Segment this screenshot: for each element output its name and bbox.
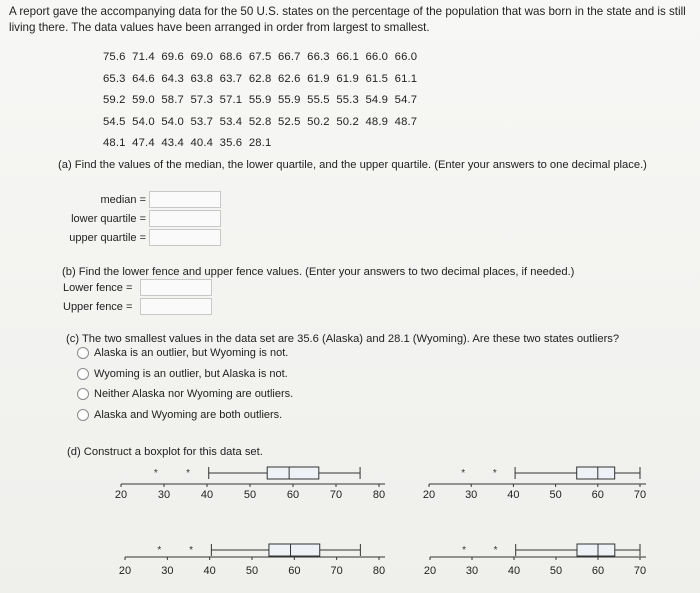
data-row: 59.2 59.0 58.7 57.3 57.1 55.9 55.9 55.5 55.3 54.9 54.7 — [103, 94, 418, 106]
tick-label: 40 — [200, 489, 214, 501]
radio-button[interactable] — [77, 409, 89, 421]
option-label: Alaska is an outlier, but Wyoming is not. — [94, 347, 289, 359]
tick-label: 60 — [591, 565, 605, 577]
lower-quartile-input[interactable] — [149, 210, 221, 227]
boxplot-option — [424, 544, 646, 577]
tick-label: 70 — [633, 489, 647, 501]
part-b-prompt: (b) Find the lower fence and upper fence values. (Enter your answers to two decimal places, if needed.) — [62, 266, 575, 278]
data-row: 65.3 64.6 64.3 63.8 63.7 62.8 62.6 61.9 61.9 61.5 61.1 — [103, 72, 418, 85]
tick-label: 50 — [243, 489, 257, 501]
box — [269, 544, 320, 556]
outlier-marker: * — [153, 468, 158, 479]
tick-label: 20 — [118, 565, 132, 577]
tick-label: 50 — [549, 489, 562, 501]
part-d-prompt: (d) Construct a boxplot for this data set. — [67, 446, 263, 458]
option-neither-outlier[interactable] — [77, 388, 293, 400]
boxplot-option — [115, 467, 385, 501]
tick-label: 30 — [157, 489, 171, 501]
intro-text: A report gave the accompanying data for the 50 U.S. states on the percentage of the population that was born in the state and is still living there. The data values have been arranged in order from largest to smallest. — [9, 5, 686, 34]
outlier-marker: * — [157, 545, 162, 556]
data-row: 75.6 71.4 69.6 69.0 68.6 67.5 66.7 66.3 66.1 66.0 66.0 — [103, 51, 418, 63]
tick-label: 30 — [161, 565, 174, 577]
tick-label: 80 — [372, 489, 386, 501]
tick-label: 50 — [549, 565, 563, 577]
tick-label: 60 — [591, 489, 604, 501]
outlier-marker: * — [462, 545, 466, 556]
box — [267, 467, 319, 479]
tick-label: 20 — [423, 565, 437, 577]
tick-label: 80 — [372, 565, 386, 577]
tick-label: 30 — [465, 489, 478, 501]
box — [577, 544, 615, 556]
radio-button[interactable] — [77, 368, 89, 380]
lower-quartile-label: lower quartile = — [71, 212, 146, 225]
tick-label: 30 — [465, 565, 479, 577]
radio-button[interactable] — [77, 347, 89, 359]
boxplot-option — [423, 467, 646, 501]
tick-label: 40 — [203, 565, 216, 577]
option-both-outliers[interactable] — [77, 409, 282, 421]
data-row: 54.5 54.0 54.0 53.7 53.4 52.8 52.5 50.2 50.2 48.9 48.7 — [103, 115, 418, 128]
outlier-marker: * — [189, 545, 193, 556]
upper-quartile-input[interactable] — [149, 229, 221, 246]
radio-button[interactable] — [77, 388, 89, 400]
data-table — [103, 47, 417, 155]
tick-label: 20 — [114, 489, 128, 501]
tick-label: 40 — [507, 489, 520, 501]
tick-label: 50 — [245, 565, 259, 577]
tick-label: 70 — [633, 565, 647, 577]
tick-label: 70 — [329, 489, 343, 501]
outlier-marker: * — [461, 468, 466, 479]
tick-label: 70 — [330, 565, 343, 577]
option-alaska-outlier[interactable] — [77, 347, 288, 359]
tick-label: 60 — [288, 565, 301, 577]
option-label: Wyoming is an outlier, but Alaska is not. — [94, 368, 288, 380]
upper-quartile-label: upper quartile = — [69, 231, 146, 244]
option-label: Neither Alaska nor Wyoming are outliers. — [94, 388, 294, 400]
part-a-prompt: (a) Find the values of the median, the lower quartile, and the upper quartile. (Enter your answers to one decimal place.) — [58, 159, 647, 171]
median-label: median = — [100, 193, 146, 206]
tick-label: 40 — [507, 565, 521, 577]
upper-fence-label: Upper fence = — [63, 300, 133, 313]
tick-label: 60 — [286, 489, 300, 501]
tick-label: 20 — [422, 489, 436, 501]
outlier-marker: * — [186, 468, 191, 479]
boxplot-option — [119, 544, 385, 577]
median-input[interactable] — [149, 191, 221, 208]
option-wyoming-outlier[interactable] — [77, 368, 288, 380]
part-c-prompt: (c) The two smallest values in the data set are 35.6 (Alaska) and 28.1 (Wyoming). Are these two states outliers? — [66, 333, 620, 345]
option-label: Alaska and Wyoming are both outliers. — [94, 409, 283, 421]
outlier-marker: * — [493, 545, 498, 556]
lower-fence-input[interactable] — [140, 279, 212, 296]
data-row: 48.1 47.4 43.4 40.4 35.6 28.1 — [103, 137, 272, 149]
box — [577, 467, 615, 479]
upper-fence-input[interactable] — [140, 298, 212, 315]
outlier-marker: * — [492, 468, 497, 479]
lower-fence-label: Lower fence = — [63, 281, 133, 294]
